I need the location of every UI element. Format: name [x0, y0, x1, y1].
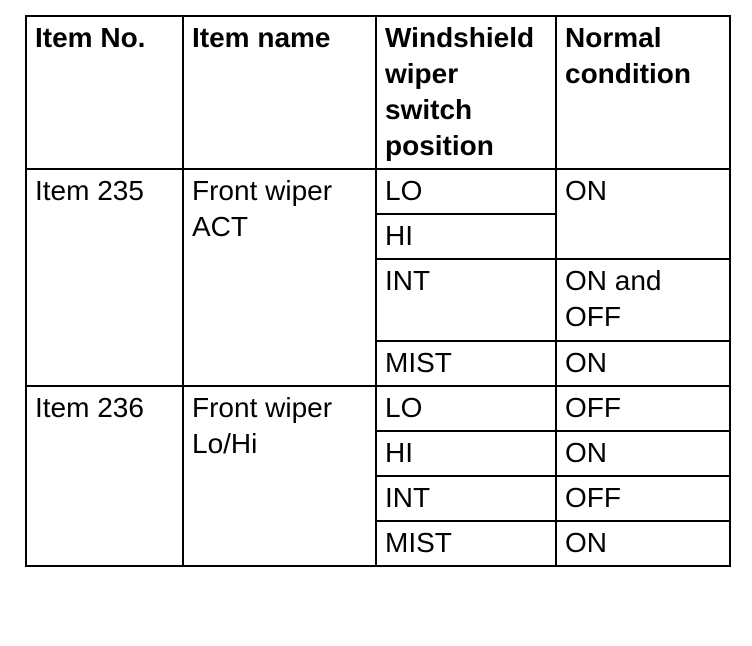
- normal-condition-cell: ON and OFF: [556, 259, 730, 341]
- table-row: [26, 386, 730, 431]
- normal-condition-cell: ON: [556, 521, 730, 566]
- switch-position-cell: LO: [376, 386, 556, 431]
- normal-condition-cell: ON: [556, 169, 730, 259]
- normal-condition-cell: OFF: [556, 386, 730, 431]
- header-item-no: Item No.: [26, 16, 183, 169]
- header-row: [26, 16, 730, 169]
- switch-position-cell: MIST: [376, 521, 556, 566]
- switch-position-cell: INT: [376, 259, 556, 341]
- normal-condition-cell: OFF: [556, 476, 730, 521]
- item-name-cell: Front wiper ACT: [183, 169, 376, 386]
- table-row: [26, 169, 730, 214]
- switch-position-cell: HI: [376, 214, 556, 259]
- switch-position-cell: LO: [376, 169, 556, 214]
- item-no-cell: Item 235: [26, 169, 183, 386]
- header-item-name: Item name: [183, 16, 376, 169]
- normal-condition-cell: ON: [556, 341, 730, 386]
- switch-position-cell: MIST: [376, 341, 556, 386]
- switch-position-cell: INT: [376, 476, 556, 521]
- header-normal-condition: Normal condition: [556, 16, 730, 169]
- switch-position-cell: HI: [376, 431, 556, 476]
- item-name-cell: Front wiper Lo/Hi: [183, 386, 376, 566]
- wiper-spec-table: [25, 15, 731, 567]
- normal-condition-cell: ON: [556, 431, 730, 476]
- header-switch-position: Windshield wiper switch position: [376, 16, 556, 169]
- item-no-cell: Item 236: [26, 386, 183, 566]
